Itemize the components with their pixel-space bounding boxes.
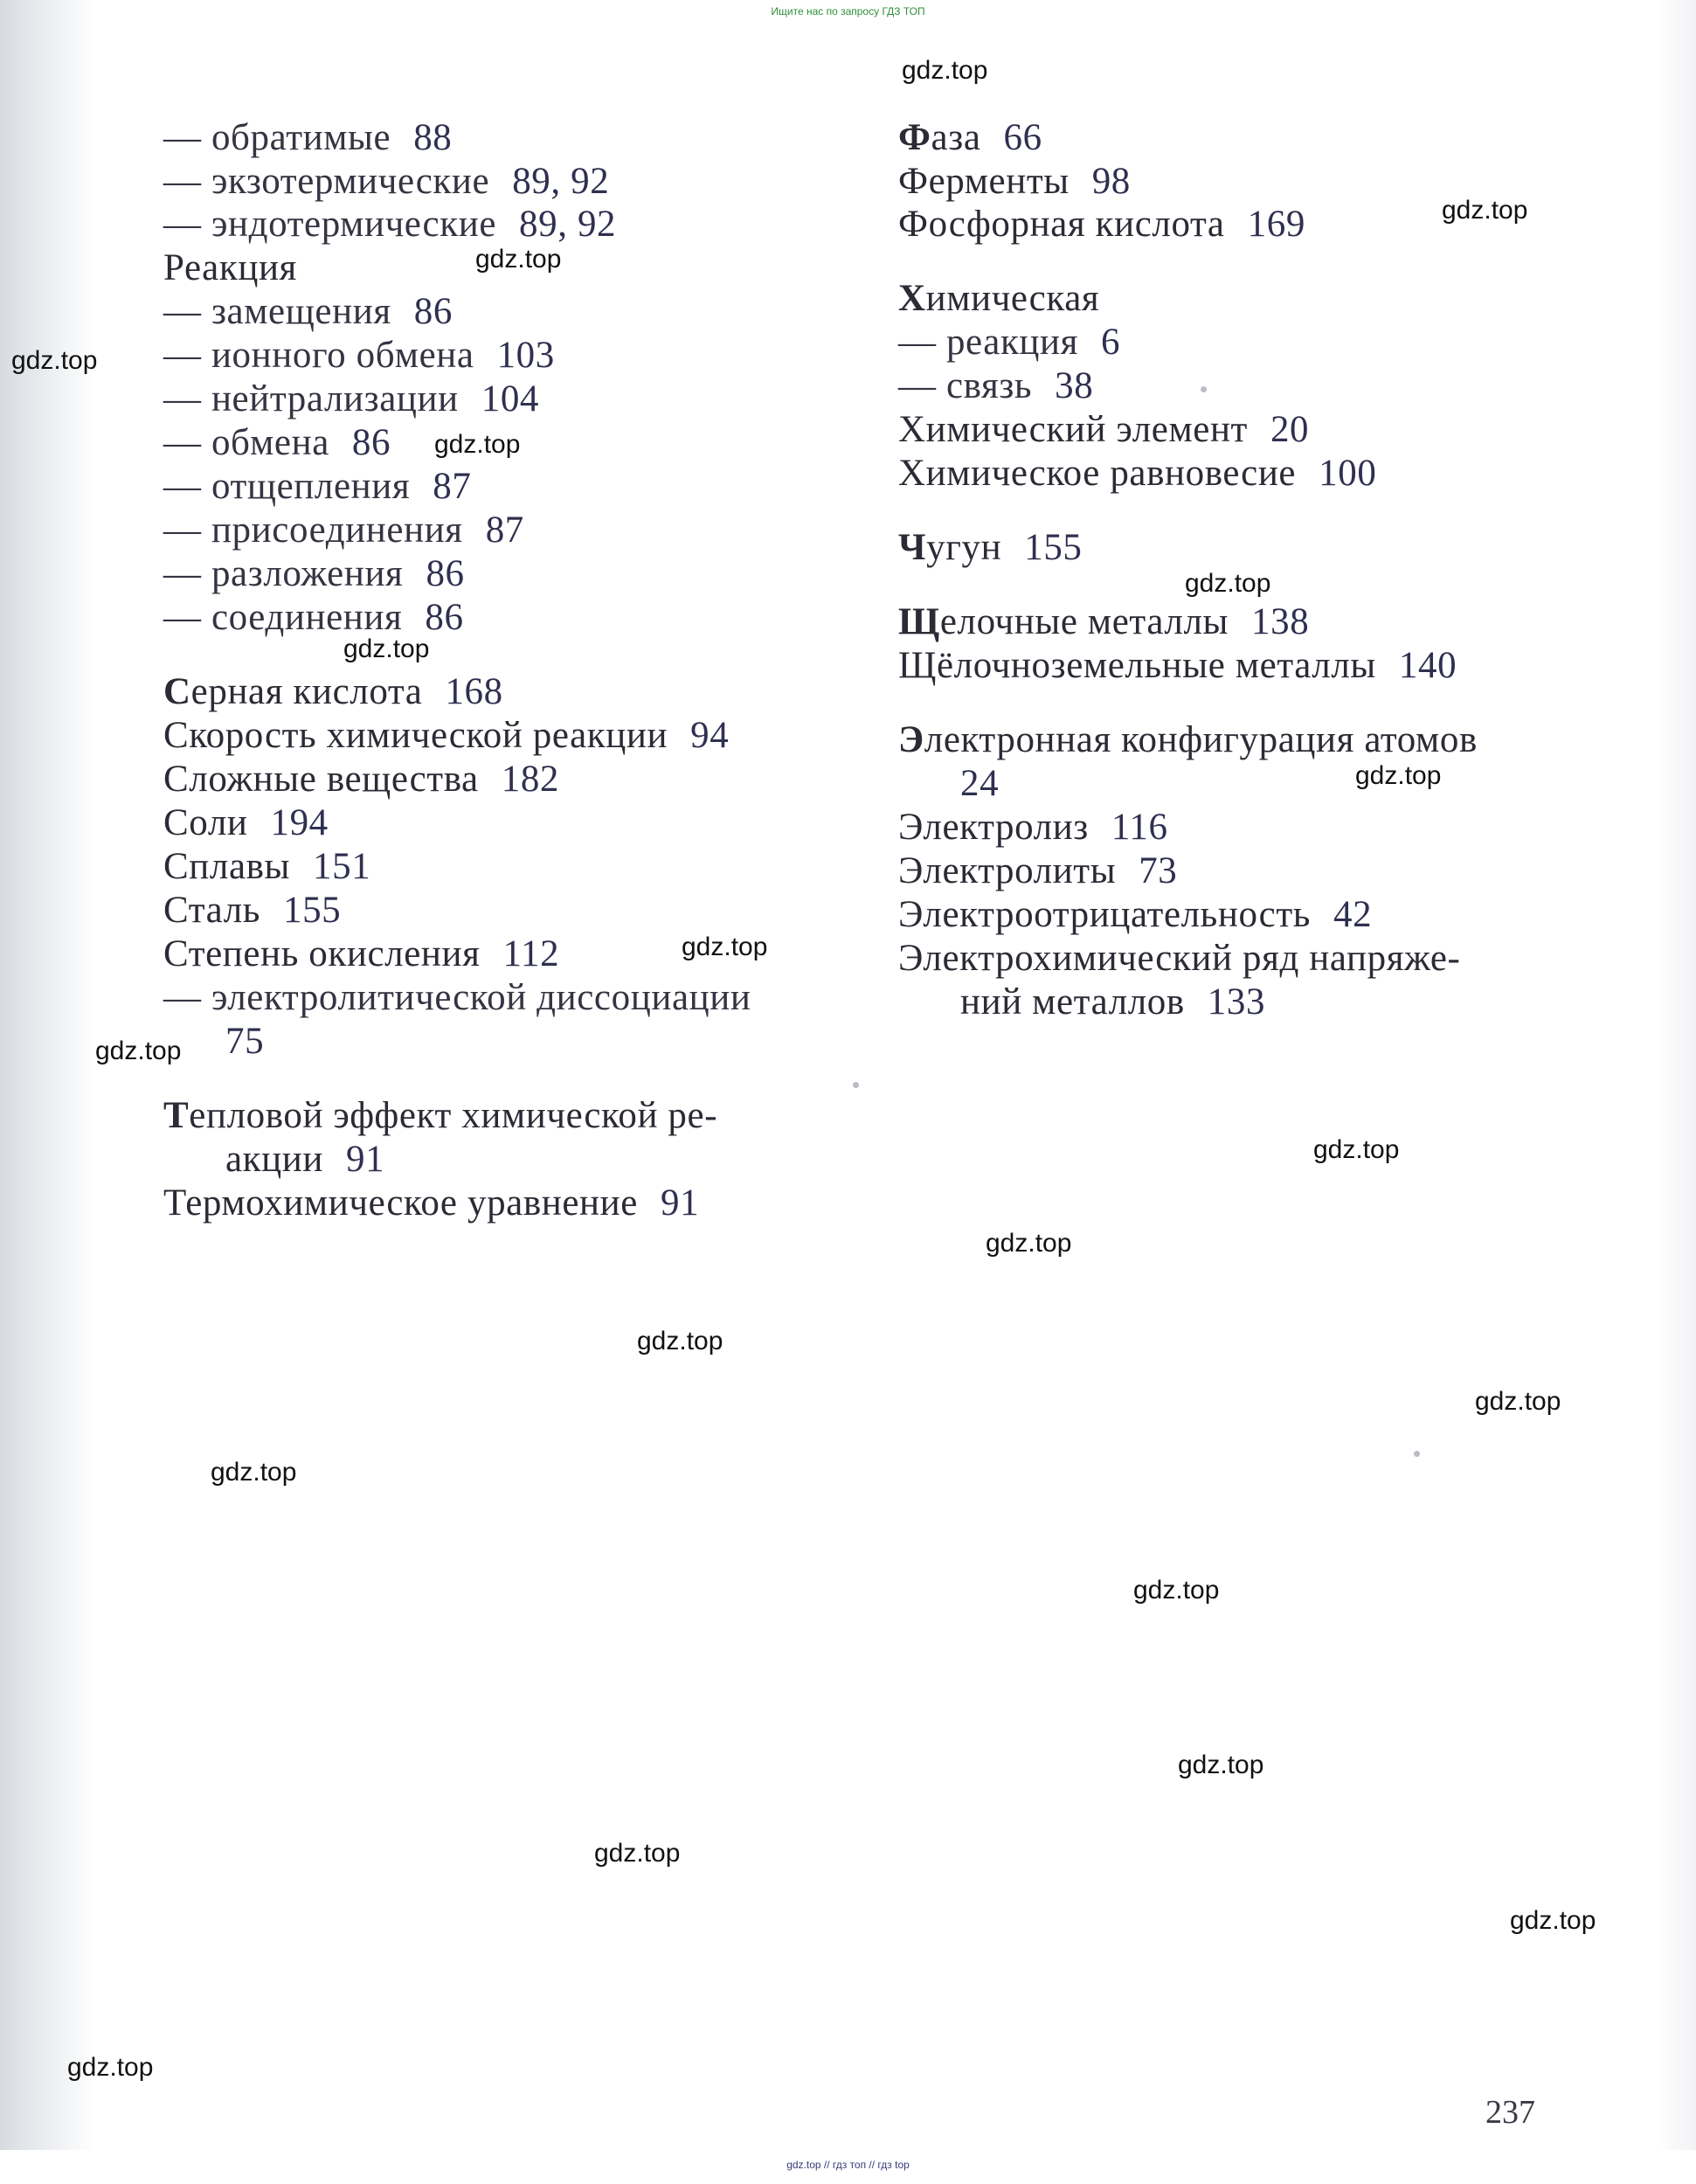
scan-speck xyxy=(1414,1451,1420,1457)
scan-speck xyxy=(1201,386,1207,392)
entry-term: Электроотрицательность xyxy=(898,894,1311,935)
index-entry xyxy=(163,933,559,976)
watermark: gdz.top xyxy=(594,1839,681,1868)
index-entry xyxy=(898,452,1376,496)
entry-term: — присоединения xyxy=(163,510,463,551)
entry-initial: Ф xyxy=(898,117,931,158)
entry-term: ерная кислота xyxy=(190,671,423,712)
entry-term: Сплавы xyxy=(163,846,291,887)
entry-pages: 94 xyxy=(690,715,730,756)
index-entry xyxy=(163,116,452,160)
entry-term: Степень окисления xyxy=(163,933,481,974)
watermark: gdz.top xyxy=(1313,1135,1400,1164)
index-entry xyxy=(898,937,1460,981)
entry-pages: 89, 92 xyxy=(519,204,617,245)
entry-term: Фосфорная кислота xyxy=(898,204,1225,245)
entry-term: Термохимическое уравнение xyxy=(163,1182,638,1224)
watermark: gdz.top xyxy=(95,1037,182,1065)
entry-pages: 88 xyxy=(413,117,453,158)
index-entry xyxy=(163,714,729,758)
entry-term: елочные металлы xyxy=(939,601,1229,642)
entry-pages: 20 xyxy=(1270,409,1310,450)
entry-term: — отщепления xyxy=(163,466,411,507)
entry-pages: 168 xyxy=(445,671,503,712)
entry-term: Реакция xyxy=(163,247,297,288)
entry-term: ний металлов xyxy=(960,981,1185,1023)
entry-term: — эндотермические xyxy=(163,204,497,245)
entry-pages: 98 xyxy=(1091,161,1131,202)
page-edge xyxy=(1656,0,1696,2184)
index-entry xyxy=(163,801,329,845)
index-entry xyxy=(898,408,1309,452)
entry-pages: 75 xyxy=(225,1021,265,1062)
entry-initial: Х xyxy=(898,278,926,319)
page-binding-shadow xyxy=(0,0,96,2184)
entry-pages: 24 xyxy=(960,763,1000,804)
entry-pages: 182 xyxy=(501,759,560,800)
watermark: gdz.top xyxy=(475,245,562,274)
entry-term: — ионного обмена xyxy=(163,335,474,376)
index-entry xyxy=(898,116,1042,160)
entry-pages: 73 xyxy=(1139,850,1178,891)
entry-pages: 100 xyxy=(1319,453,1377,494)
entry-term: Химический элемент xyxy=(898,409,1248,450)
entry-term: — экзотермические xyxy=(163,161,490,202)
index-entry xyxy=(163,845,370,889)
index-entry xyxy=(898,644,1457,688)
entry-pages: 133 xyxy=(1207,981,1266,1023)
entry-term: Щёлочноземельные металлы xyxy=(898,645,1376,686)
index-entry xyxy=(898,526,1083,570)
index-entry xyxy=(163,160,609,204)
index-entry xyxy=(163,1094,717,1138)
index-entry xyxy=(163,334,555,378)
entry-pages: 140 xyxy=(1398,645,1457,686)
entry-pages: 86 xyxy=(413,291,453,332)
entry-term: — электролитической диссоциации xyxy=(163,977,751,1018)
index-entry-continuation xyxy=(225,1020,264,1064)
entry-pages: 155 xyxy=(1024,527,1083,568)
watermark: gdz.top xyxy=(211,1458,297,1487)
entry-term: Ферменты xyxy=(898,161,1070,202)
index-entry xyxy=(898,806,1168,849)
index-entry xyxy=(898,893,1372,937)
entry-pages: 155 xyxy=(282,890,342,931)
index-entry xyxy=(163,976,751,1020)
page-number: 237 xyxy=(1485,2094,1535,2131)
entry-pages: 86 xyxy=(426,553,465,594)
index-entry xyxy=(898,718,1478,762)
entry-term: имическая xyxy=(925,278,1100,319)
watermark: gdz.top xyxy=(434,430,521,459)
entry-term: — связь xyxy=(898,365,1033,406)
index-entry xyxy=(163,509,524,552)
entry-pages: 194 xyxy=(270,802,329,843)
top-banner: Ищите нас по запросу ГДЗ ТОП xyxy=(771,5,925,17)
entry-term: — обратимые xyxy=(163,117,391,158)
index-entry xyxy=(163,670,503,714)
entry-term: Химическое равновесие xyxy=(898,453,1297,494)
entry-pages: 151 xyxy=(313,846,371,887)
entry-term: Сложные вещества xyxy=(163,759,479,800)
index-entry xyxy=(163,758,559,801)
index-entry xyxy=(163,421,391,465)
index-entry-continuation xyxy=(225,1138,384,1182)
entry-initial: С xyxy=(163,671,191,712)
entry-term: — соединения xyxy=(163,597,403,638)
watermark: gdz.top xyxy=(11,346,98,375)
entry-pages: 116 xyxy=(1111,807,1168,848)
entry-initial: Э xyxy=(898,719,924,760)
watermark: gdz.top xyxy=(1133,1576,1220,1605)
entry-term: епловой эффект химической ре- xyxy=(189,1095,718,1136)
index-entry xyxy=(163,1182,699,1225)
watermark: gdz.top xyxy=(1178,1751,1264,1779)
watermark: gdz.top xyxy=(682,933,768,961)
index-entry xyxy=(898,160,1131,204)
index-entry xyxy=(163,552,465,596)
entry-term: Электрохимический ряд напряже- xyxy=(898,938,1461,979)
entry-pages: 104 xyxy=(481,378,540,419)
watermark: gdz.top xyxy=(637,1327,723,1355)
index-entry xyxy=(898,277,1099,321)
watermark: gdz.top xyxy=(1185,569,1271,598)
entry-initial: Щ xyxy=(898,601,940,642)
index-entry xyxy=(163,596,464,640)
entry-pages: 42 xyxy=(1333,894,1373,935)
entry-pages: 169 xyxy=(1247,204,1305,245)
index-entry xyxy=(898,364,1093,408)
bottom-banner: gdz.top // гдз топ // гдз top xyxy=(786,2159,910,2171)
entry-initial: Ч xyxy=(898,527,927,568)
watermark: gdz.top xyxy=(343,634,430,663)
watermark: gdz.top xyxy=(67,2053,154,2082)
index-entry xyxy=(163,290,453,334)
entry-initial: Т xyxy=(163,1095,190,1136)
entry-pages: 91 xyxy=(346,1139,385,1180)
entry-pages: 38 xyxy=(1055,365,1094,406)
entry-term: Соли xyxy=(163,802,248,843)
entry-term: — реакция xyxy=(898,322,1079,363)
watermark: gdz.top xyxy=(1510,1906,1596,1935)
entry-term: лектронная конфигурация атомов xyxy=(924,719,1478,760)
entry-pages: 86 xyxy=(351,422,391,463)
index-entry xyxy=(898,600,1309,644)
entry-term: Скорость химической реакции xyxy=(163,715,668,756)
index-entry xyxy=(163,246,297,290)
entry-pages: 6 xyxy=(1101,322,1121,363)
watermark: gdz.top xyxy=(986,1229,1072,1258)
entry-term: Электролиты xyxy=(898,850,1117,891)
entry-pages: 138 xyxy=(1251,601,1310,642)
entry-pages: 87 xyxy=(433,466,472,507)
index-entry-continuation xyxy=(960,981,1265,1024)
index-entry xyxy=(163,465,471,509)
entry-pages: 86 xyxy=(425,597,464,638)
index-entry xyxy=(163,203,616,246)
watermark: gdz.top xyxy=(1442,196,1528,225)
entry-pages: 87 xyxy=(485,510,524,551)
index-entry xyxy=(163,889,341,933)
entry-pages: 89, 92 xyxy=(512,161,610,202)
watermark: gdz.top xyxy=(1355,761,1442,790)
index-entry xyxy=(898,849,1177,893)
entry-term: — обмена xyxy=(163,422,329,463)
entry-term: — разложения xyxy=(163,553,404,594)
entry-pages: 91 xyxy=(660,1182,700,1224)
entry-term: Электролиз xyxy=(898,807,1089,848)
entry-pages: 103 xyxy=(496,335,555,376)
index-entry xyxy=(163,378,539,421)
entry-term: — замещения xyxy=(163,291,391,332)
scan-speck xyxy=(853,1082,859,1088)
entry-term: Сталь xyxy=(163,890,260,931)
entry-term: акции xyxy=(225,1139,324,1180)
watermark: gdz.top xyxy=(1475,1387,1561,1416)
entry-pages: 66 xyxy=(1003,117,1042,158)
entry-term: — нейтрализации xyxy=(163,378,459,419)
index-entry xyxy=(898,203,1305,246)
entry-pages: 112 xyxy=(502,933,560,974)
index-entry xyxy=(898,321,1120,364)
entry-term: аза xyxy=(931,117,981,158)
entry-term: угун xyxy=(926,527,1002,568)
watermark: gdz.top xyxy=(902,56,988,85)
index-entry-continuation xyxy=(960,762,999,806)
